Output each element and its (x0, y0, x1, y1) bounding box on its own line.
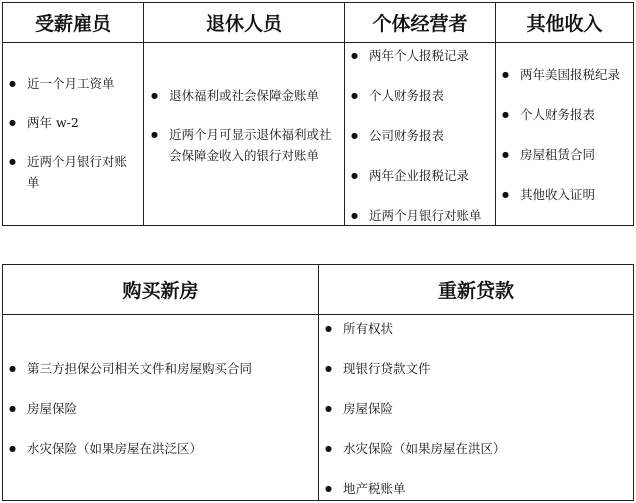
list-item: ● 退休福利或社会保障金账单 (151, 85, 339, 106)
list-item: ● 两年个人报税记录 (351, 45, 494, 66)
property-documents-table (2, 264, 634, 501)
list-item: ● 水灾保险（如果房屋在洪区） (325, 438, 630, 459)
list-item: ● 现银行贷款文件 (325, 358, 630, 379)
header-retired: 退休人员 (205, 13, 282, 35)
header-salaried: 受薪雇员 (34, 13, 111, 35)
header-buy-new-home: 购买新房 (122, 280, 199, 302)
list-item: ● 近两个月银行对账单 (9, 151, 139, 193)
list-item: ● 第三方担保公司相关文件和房屋购买合同 (9, 358, 314, 379)
list-item: ● 所有权状 (325, 318, 630, 339)
header-self-employed: 个体经营者 (372, 13, 468, 35)
list-item: ● 个人财务报表 (351, 85, 494, 106)
list-item: ● 水灾保险（如果房屋在洪泛区） (9, 438, 314, 459)
list-item: ● 房屋租赁合同 (502, 144, 632, 165)
list-item: ● 房屋保险 (325, 398, 630, 419)
list-item: ● 近两个月银行对账单 (351, 205, 494, 226)
list-item: ● 公司财务报表 (351, 125, 494, 146)
list-item: ● 近两个月可显示退休福利或社会保障金收入的银行对账单 (151, 124, 339, 166)
list-item: ● 其他收入证明 (502, 184, 632, 205)
list-item: ● 房屋保险 (9, 398, 314, 419)
list-item: ● 近一个月工资单 (9, 73, 139, 94)
list-item: ● 两年 w-2 (9, 112, 139, 133)
retired-docs (151, 85, 339, 166)
buy-new-home-docs (9, 358, 314, 459)
header-other-income: 其他收入 (526, 13, 603, 35)
refinance-docs (325, 318, 630, 499)
list-item: ● 地产税账单 (325, 478, 630, 499)
self-employed-docs (351, 45, 494, 226)
salaried-docs (9, 73, 139, 193)
list-item: ● 个人财务报表 (502, 104, 632, 125)
list-item: ● 两年美国报税纪录 (502, 64, 632, 85)
income-documents-table (2, 2, 634, 226)
other-income-docs (502, 64, 632, 205)
header-refinance: 重新贷款 (437, 280, 514, 302)
list-item: ● 两年企业报税记录 (351, 165, 494, 186)
